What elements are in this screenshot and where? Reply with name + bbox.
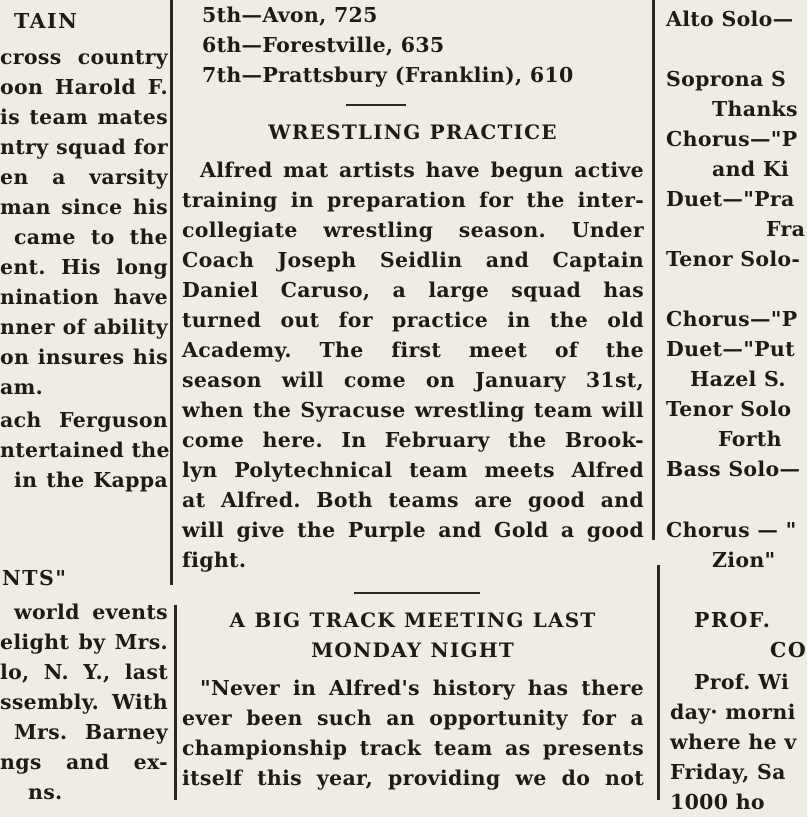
article-line: at Alfred. Both teams are good and [182, 488, 644, 512]
program-line: Hazel S. [690, 367, 786, 391]
left-line: ach Ferguson [0, 408, 168, 432]
left-line: is team mates [0, 105, 168, 129]
section-divider [354, 592, 480, 594]
program-line: Alto Solo— [666, 7, 794, 31]
left-line: elight by Mrs. [0, 630, 168, 654]
article-line: season will come on January 31st, [182, 368, 644, 392]
left-line: in the Kappa [14, 468, 168, 492]
left-line: came to the [14, 225, 168, 249]
article-line: Daniel Caruso, a large squad has [182, 278, 644, 302]
wrestling-headline: WRESTLING PRACTICE [268, 120, 558, 144]
program-line: Thanks [712, 97, 798, 121]
left-line: world events [14, 600, 168, 624]
program-line: Chorus—"P [666, 307, 798, 331]
article-line: Prof. Wi [694, 670, 790, 694]
program-line: Fra [766, 217, 806, 241]
article-line: Coach Joseph Seidlin and Captain [182, 248, 644, 272]
column-rule [170, 0, 173, 585]
middle-column [174, 0, 652, 800]
article-line: ever been such an opportunity for a [182, 706, 644, 730]
article-line: Friday, Sa [670, 760, 786, 784]
article-line: come here. In February the Brook- [182, 428, 644, 452]
result-line: 6th—Forestville, 635 [202, 33, 445, 57]
left-line: Mrs. Barney [14, 720, 168, 744]
section-heading: CO [770, 638, 807, 662]
left-line: ntertained the [0, 438, 170, 462]
left-line: en a varsity [0, 165, 168, 189]
program-line: and Ki [712, 157, 790, 181]
result-line: 7th—Prattsbury (Franklin), 610 [202, 63, 574, 87]
left-column [0, 0, 170, 804]
program-line: Duet—"Pra [666, 187, 795, 211]
program-line: Soprona S [666, 67, 787, 91]
program-line: Zion" [712, 548, 776, 572]
left-line: TAIN [14, 9, 79, 33]
article-line: championship track team as presents [182, 736, 644, 760]
left-line: ns. [28, 780, 63, 804]
result-line: 5th—Avon, 725 [202, 3, 378, 27]
article-line: "Never in Alfred's history has there [200, 676, 644, 700]
program-line: Forth [718, 427, 782, 451]
left-line: ent. His long [0, 255, 168, 279]
left-line: nner of ability [0, 315, 168, 339]
article-line: will give the Purple and Gold a good [182, 518, 644, 542]
track-headline: MONDAY NIGHT [311, 638, 515, 662]
right-column [660, 0, 807, 814]
article-line: training in preparation for the inter- [182, 188, 644, 212]
article-line: where he v [670, 730, 797, 754]
column-rule [652, 0, 655, 540]
article-line: 1000 ho [670, 790, 765, 814]
left-line: ntry squad for [0, 135, 168, 159]
track-headline: A BIG TRACK MEETING LAST [229, 608, 597, 632]
program-line: Bass Solo— [666, 457, 801, 481]
article-line: day· morni [670, 700, 796, 724]
left-line: ngs and ex- [0, 750, 168, 774]
left-line: am. [0, 375, 44, 399]
article-line: Academy. The first meet of the [182, 338, 644, 362]
section-divider [346, 104, 406, 106]
section-heading: PROF. [694, 608, 772, 632]
left-line: nination have [0, 285, 168, 309]
left-line: man since his [0, 195, 168, 219]
left-line: on insures his [0, 345, 168, 369]
article-line: turned out for practice in the old [182, 308, 644, 332]
left-line: lo, N. Y., last [0, 660, 168, 684]
article-line: lyn Polytechnical team meets Alfred [182, 458, 644, 482]
left-line: oon Harold F. [0, 75, 168, 99]
article-line: collegiate wrestling season. Under [182, 218, 644, 242]
article-line: Alfred mat artists have begun active [200, 158, 644, 182]
left-line: NTS" [2, 566, 68, 590]
program-line: Chorus — " [666, 518, 797, 542]
left-line: cross country [0, 45, 168, 69]
article-line: fight. [182, 548, 247, 572]
article-line: itself this year, providing we do not [182, 766, 644, 790]
program-line: Duet—"Put [666, 337, 795, 361]
left-line: ssembly. With [0, 690, 168, 714]
article-line: when the Syracuse wrestling team will [182, 398, 644, 422]
program-line: Chorus—"P [666, 127, 798, 151]
program-line: Tenor Solo- [666, 247, 801, 271]
program-line: Tenor Solo [666, 397, 792, 421]
